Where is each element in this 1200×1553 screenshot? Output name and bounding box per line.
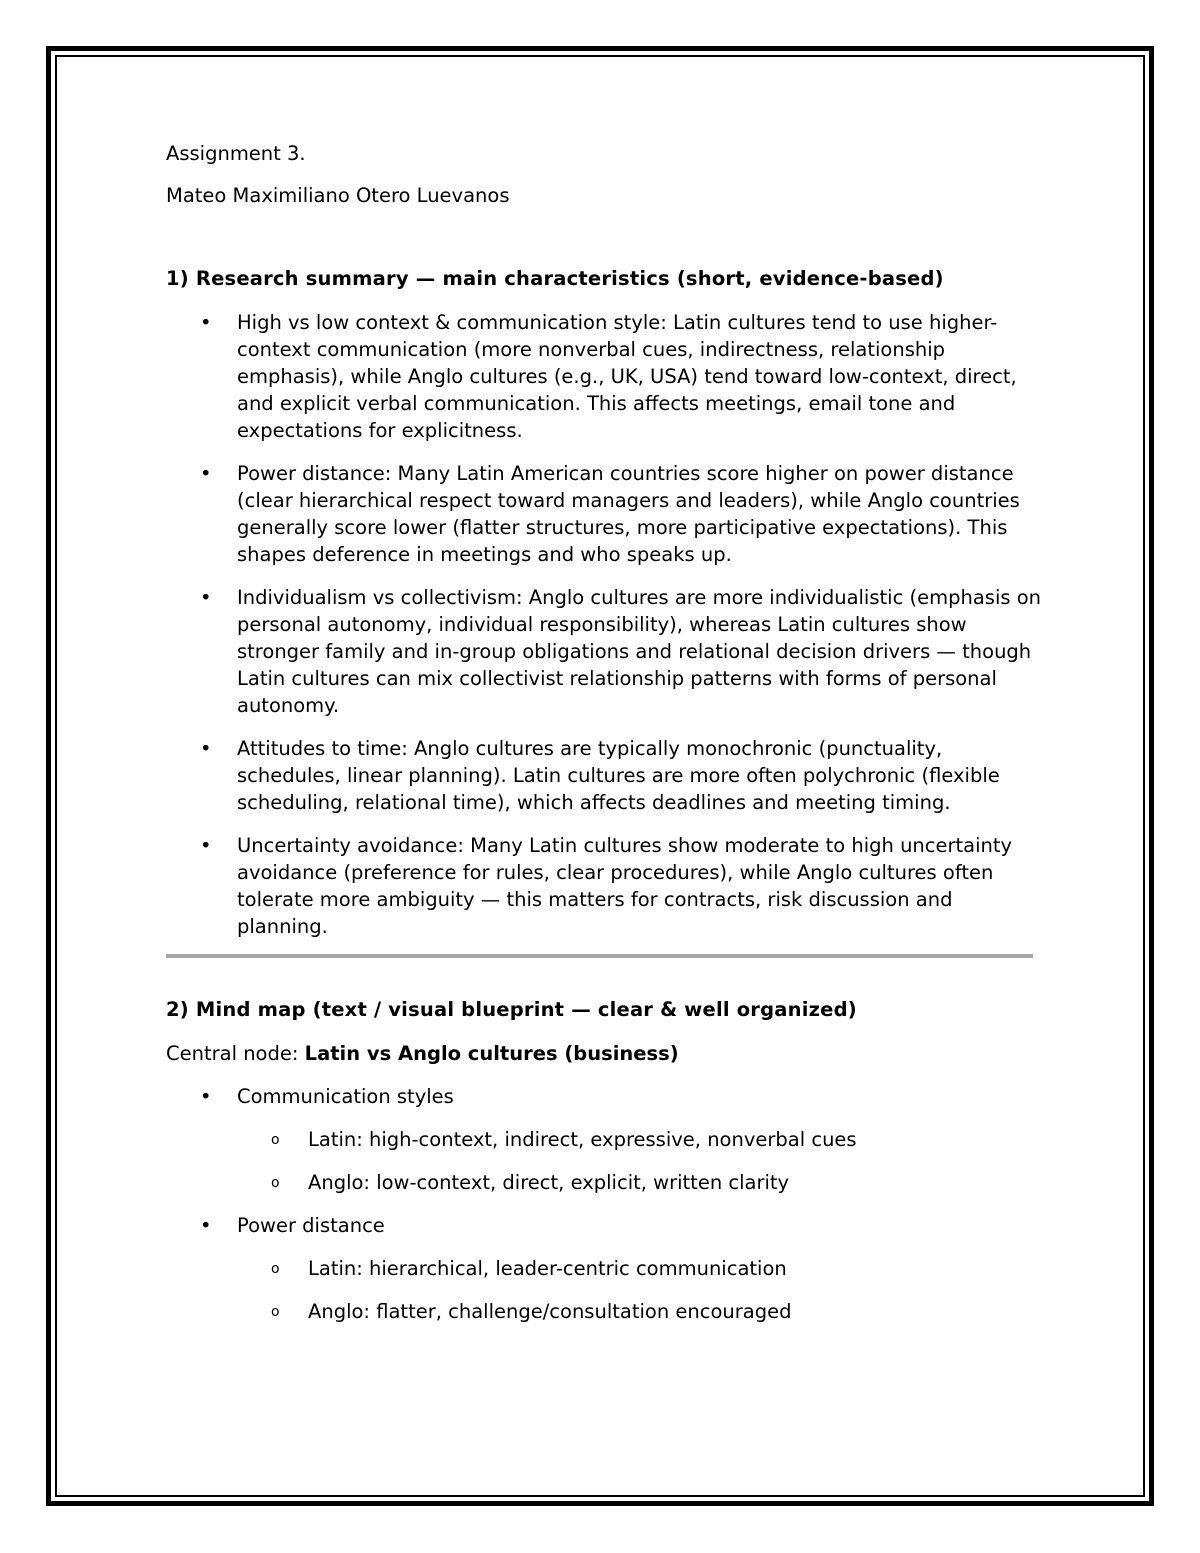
sub-list-item [237, 1169, 1046, 1196]
bullet-icon: • [200, 834, 212, 857]
branch-power-distance [166, 1212, 1046, 1325]
sub-list-item-text: Anglo: flatter, challenge/consultation encouraged [308, 1300, 792, 1323]
list-item [166, 584, 1046, 719]
branch-communication-styles [166, 1083, 1046, 1196]
document-body [166, 140, 1046, 1341]
circle-bullet-icon: o [271, 1175, 280, 1191]
list-item-text: High vs low context & communication style: Latin cultures tend to use higher-context communication (more nonverbal cues, indirectness, relationship emphasis), while Anglo cultures (e.g., UK, USA) tend toward low-context, direct, and explicit verbal communication. This affects meetings, email tone and expectations for explicitness. [237, 311, 1017, 442]
bullet-icon: • [200, 311, 212, 334]
branch-label: Power distance [237, 1214, 385, 1237]
research-summary-list [166, 309, 1046, 940]
sub-list [237, 1126, 1046, 1196]
central-node-value: Latin vs Anglo cultures (business) [304, 1042, 679, 1065]
list-item [166, 460, 1046, 568]
document-title: Assignment 3. [166, 142, 306, 165]
circle-bullet-icon: o [271, 1304, 280, 1320]
list-item-text: Uncertainty avoidance: Many Latin cultures show moderate to high uncertainty avoidance (preference for rules, clear procedures), while Anglo cultures often tolerate more ambiguity — this matters for contracts, risk discussion and planning. [237, 834, 1013, 938]
bullet-icon: • [200, 586, 212, 609]
central-node-label: Central node: [166, 1042, 305, 1065]
section-1-heading: 1) Research summary — main characteristics (short, evidence-based) [166, 267, 944, 290]
sub-list-item-text: Latin: hierarchical, leader-centric communication [308, 1257, 787, 1280]
list-item [166, 309, 1046, 444]
branch-label: Communication styles [237, 1085, 454, 1108]
list-item-text: Power distance: Many Latin American countries score higher on power distance (clear hierarchical respect toward managers and leaders), while Anglo countries generally score lower (flatter structures, more participative expectations). This shapes deference in meetings and who speaks up. [237, 462, 1020, 566]
list-item-text: Individualism vs collectivism: Anglo cultures are more individualistic (emphasis on personal autonomy, individual responsibility), whereas Latin cultures show stronger family and in-group obligations and relational decision drivers — though Latin cultures can mix collectivist relationship patterns with forms of personal autonomy. [237, 586, 1042, 717]
sub-list [237, 1255, 1046, 1325]
horizontal-divider [166, 954, 1033, 958]
sub-list-item [237, 1298, 1046, 1325]
circle-bullet-icon: o [271, 1261, 280, 1277]
sub-list-item-text: Latin: high-context, indirect, expressive, nonverbal cues [308, 1128, 857, 1151]
list-item [166, 832, 1046, 940]
sub-list-item [237, 1255, 1046, 1282]
bullet-icon: • [200, 462, 212, 485]
central-node [166, 1040, 1046, 1067]
document-author: Mateo Maximiliano Otero Luevanos [166, 184, 510, 207]
sub-list-item-text: Anglo: low-context, direct, explicit, written clarity [308, 1171, 790, 1194]
list-item [166, 735, 1046, 816]
bullet-icon: • [200, 1214, 212, 1237]
sub-list-item [237, 1126, 1046, 1153]
bullet-icon: • [200, 1085, 212, 1108]
list-item-text: Attitudes to time: Anglo cultures are typically monochronic (punctuality, schedules, linear planning). Latin cultures are more often polychronic (flexible scheduling, relational time), which affects deadlines and meeting timing. [237, 737, 1000, 814]
circle-bullet-icon: o [271, 1132, 280, 1148]
mind-map-branches [166, 1083, 1046, 1325]
section-2-heading: 2) Mind map (text / visual blueprint — clear & well organized) [166, 998, 857, 1021]
bullet-icon: • [200, 737, 212, 760]
